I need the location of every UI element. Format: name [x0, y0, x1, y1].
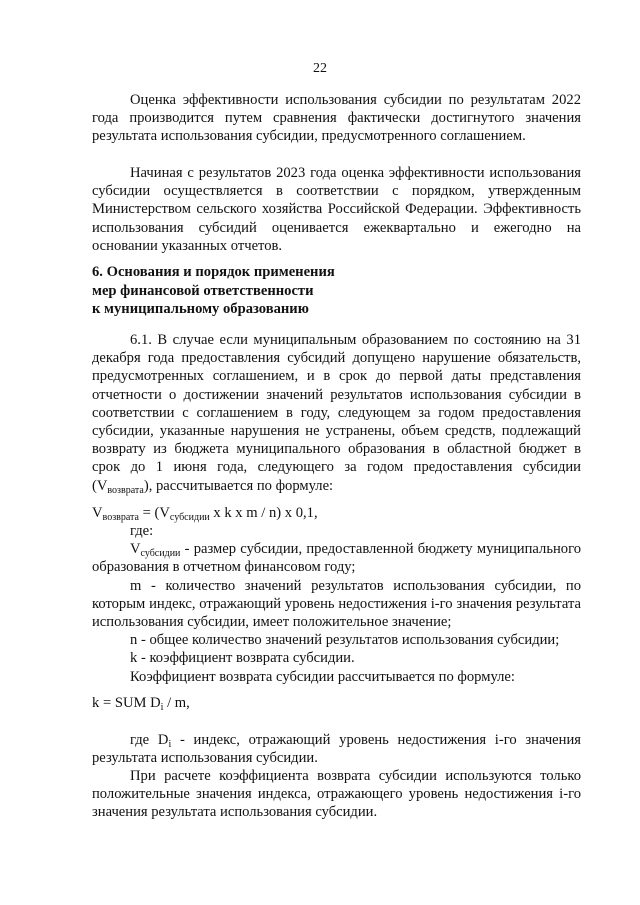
section-title-line-3: к муниципальному образованию: [92, 301, 309, 317]
definition-m: m - количество значений результатов использования субсидии, по которым индекс, отражающий уровень недостижения i-го значения результата использования субсидии, имеет положительное значение;: [92, 577, 581, 631]
page-number: 22: [313, 61, 327, 76]
k-formula-intro: Коэффициент возврата субсидии рассчитывается по формуле:: [130, 668, 515, 685]
paragraph-evaluation-2023: Начиная с результатов 2023 года оценка эффективности использования субсидии осуществляется в соответствии с порядком, утвержденным Министерством сельского хозяйства Российской Федерации. Эффективность использования субсидий оценивается ежеквартально и ежегодно на основании указанных отчетов.: [92, 165, 581, 254]
definition-d: где $D_i$ - индекс, отражающий уровень недостижения i-го значения результата использования субсидии.: [92, 732, 581, 767]
where-label: где:: [130, 523, 154, 539]
definition-n: n - общее количество значений результатов использования субсидии;: [130, 632, 560, 649]
definition-k: k - коэффициент возврата субсидии.: [130, 650, 355, 667]
section-title-line-1: 6. Основания и порядок применения: [92, 264, 335, 280]
section-title-line-2: мер финансовой ответственности: [92, 282, 314, 299]
paragraph-evaluation-2022: Оценка эффективности использования субсидии по результатам 2022 года производится путем сравнения фактически достигнутого значения результата использования субсидии, предусмотренного соглашением.: [92, 92, 581, 145]
definitions: [92, 522, 581, 686]
section-title: [92, 263, 581, 319]
definition-v: $V_{субсидии}$ - размер субсидии, предоставленной бюджету муниципального образования в отчетном финансовом году;: [92, 541, 581, 576]
formula-k: k = SUM $D_i$ / m,: [92, 695, 190, 713]
paragraph-positive-values: При расчете коэффициента возврата субсидии используются только положительные значения индекса, отражающего уровень недостижения i-го значения результата использования субсидии.: [92, 768, 581, 821]
paragraph-6-1: 6.1. В случае если муниципальным образованием по состоянию на 31 декабря года предоставления субсидий допущено нарушение обязательств, предусмотренных соглашением, и в срок до первой даты представления отчетности о достижении значений результатов использования субсидии в соответствии с соглашением в году, следующем за годом предоставления субсидии, указанные нарушения не устранены, объем средств, подлежащий возврату из бюджета муниципального образования в областной бюджет в срок до 1 июня года, следующего за годом предоставления субсидии $(V_{возврата})$, рассчитывается по формуле:: [92, 332, 581, 496]
formula-return-volume: $V_{возврата} = (V_{субсидии}$ x k x m / n) x 0,1,: [92, 505, 318, 523]
